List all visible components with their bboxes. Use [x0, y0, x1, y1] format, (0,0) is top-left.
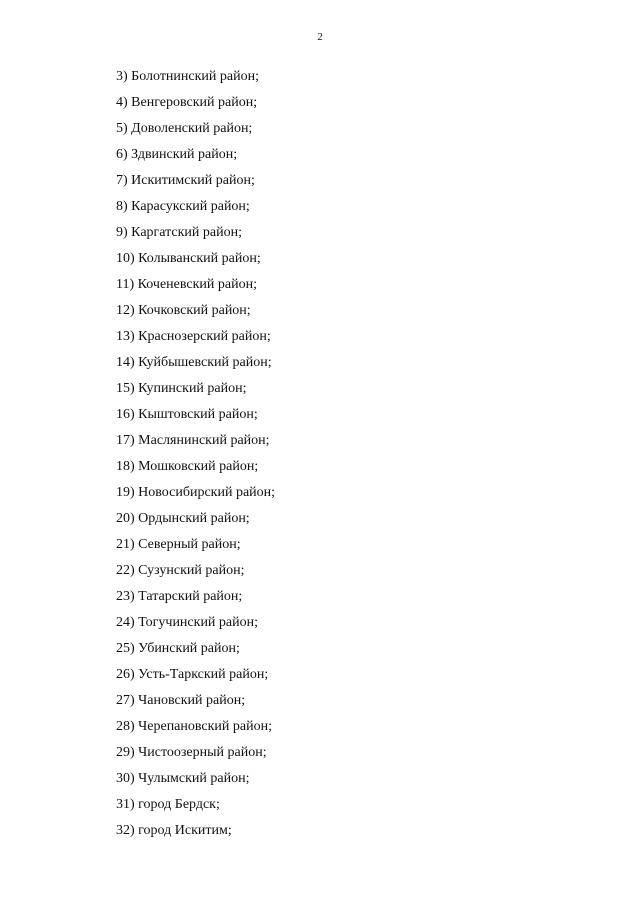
list-item: 18) Мошковский район; — [116, 459, 259, 474]
list-item: 19) Новосибирский район; — [116, 485, 276, 500]
list-item: 17) Маслянинский район; — [116, 433, 270, 448]
list-item: 32) город Искитим; — [116, 823, 232, 838]
list-item: 3) Болотнинский район; — [116, 69, 260, 84]
list-item: 24) Тогучинский район; — [116, 615, 259, 630]
list-item: 28) Черепановский район; — [116, 719, 273, 734]
list-item: 11) Коченевский район; — [116, 277, 257, 292]
list-item: 15) Купинский район; — [116, 381, 247, 396]
list-item: 29) Чистоозерный район; — [116, 745, 267, 760]
list-item: 27) Чановский район; — [116, 693, 246, 708]
list-item: 9) Каргатский район; — [116, 225, 242, 240]
list-item: 6) Здвинский район; — [116, 147, 238, 162]
list-item: 21) Северный район; — [116, 537, 241, 552]
list-item: 25) Убинский район; — [116, 641, 240, 656]
list-item: 10) Колыванский район; — [116, 251, 261, 266]
list-item: 30) Чулымский район; — [116, 771, 250, 786]
list-item: 26) Усть-Таркский район; — [116, 667, 269, 682]
list-item: 5) Доволенский район; — [116, 121, 253, 136]
list-item: 20) Ордынский район; — [116, 511, 250, 526]
list-item: 23) Татарский район; — [116, 589, 243, 604]
list-item: 16) Кыштовский район; — [116, 407, 258, 422]
list-item: 31) город Бердск; — [116, 797, 220, 812]
list-item: 13) Краснозерский район; — [116, 329, 271, 344]
page-number: 2 — [317, 31, 323, 43]
list-item: 14) Куйбышевский район; — [116, 355, 272, 370]
district-list — [116, 64, 275, 844]
list-item: 8) Карасукский район; — [116, 199, 250, 214]
list-item: 22) Сузунский район; — [116, 563, 245, 578]
list-item: 4) Венгеровский район; — [116, 95, 258, 110]
list-item: 12) Кочковский район; — [116, 303, 251, 318]
list-item: 7) Искитимский район; — [116, 173, 255, 188]
